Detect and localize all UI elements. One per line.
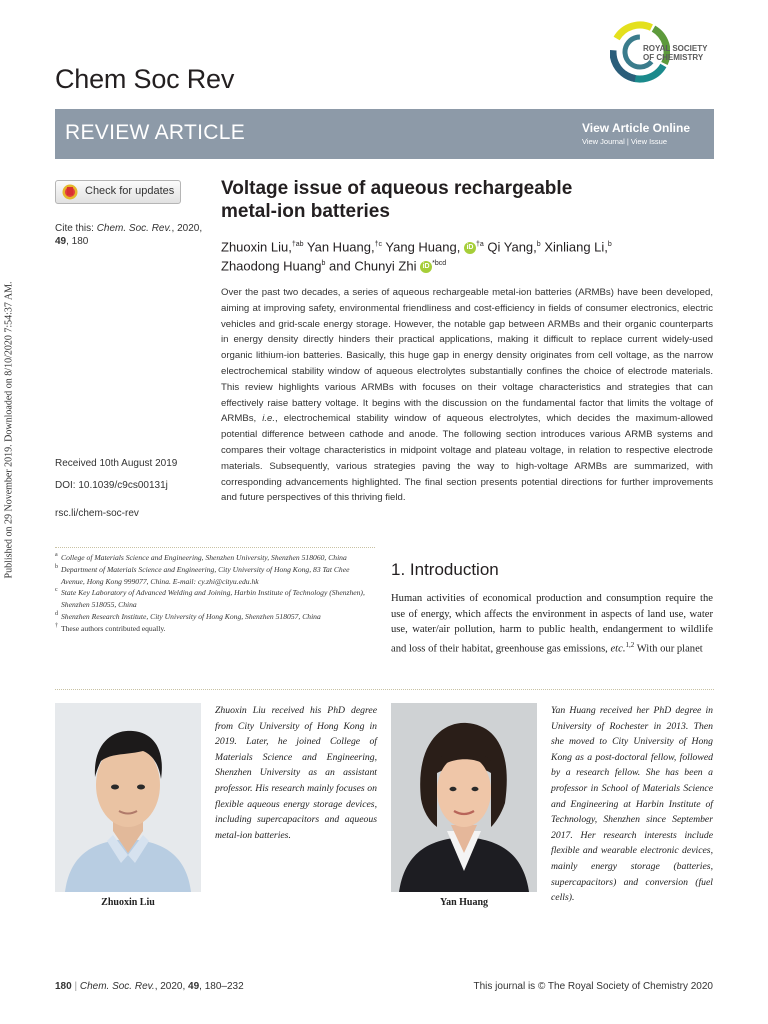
affil-sup: c (55, 587, 58, 594)
affil-sup: d (55, 610, 58, 617)
introduction-text (391, 591, 713, 657)
abstract-text-b: , electrochemical stability window of aqueous electrolytes, which decides the maximum-allowed potential difference between cathode and anode. The following section introduces various ARMB systems and compares their voltage characteristics in midpoint voltage and plateau voltage, in relation to respective electrode materials. Subsequently, various strategies paving the way to high-voltage ARMBs are summarized, with corresponding advancements highlighted. The final section presents potential directions for further improvements and future perspectives of this thriving field. (221, 413, 713, 504)
article-title-line2: metal-ion batteries (221, 201, 390, 222)
article-type: REVIEW ARTICLE (65, 121, 246, 144)
section-heading: 1. Introduction (391, 560, 499, 579)
author-photo-zhuoxin-liu (55, 703, 201, 892)
article-title (221, 177, 641, 223)
affil-sup: b (55, 563, 58, 570)
divider (55, 689, 714, 690)
orcid-icon[interactable]: iD (464, 242, 476, 254)
bio-yan-huang: Yan Huang received her PhD degree in University of Rochester in 2013. Then she moved to City University of Hong Kong as a post-doctoral fellow, followed by a research fellow. She has been a professor in School of Materials Science and Engineering at Harbin Institute of Technology, Shenzhen since September 2017. Her research interests include flexible and wearable electronic devices, mainly energy storage (batteries, supercapacitors) and conversion (fuel cells). (551, 705, 713, 904)
crossmark-icon (62, 184, 78, 200)
cite-pages: , 180 (66, 236, 89, 247)
reference-link[interactable]: 1,2 (625, 641, 635, 650)
portrait-illustration (55, 703, 201, 892)
intro-etc: etc. (610, 643, 626, 655)
abstract-ie: i.e. (262, 413, 276, 425)
affil-sup: † (55, 622, 58, 629)
cite-journal: Chem. Soc. Rev. (96, 223, 172, 234)
intro-text-b: With our planet (634, 643, 703, 655)
view-journal-link[interactable]: View Journal (581, 137, 625, 146)
affiliations (55, 552, 375, 635)
author-affil-sup: b (536, 241, 541, 248)
intro-text-a: Human activities of economical production and consumption require the use of energy, which affects the environment in aspects of land use, water use, water/air pollution, harm to public health, endangerment to wildlife and loss of their habitat, greenhouse gas emissions, (391, 593, 713, 655)
author[interactable]: Qi Yang, (487, 239, 537, 255)
affil-text: These authors contributed equally. (61, 623, 166, 633)
author-affil-sup: *bcd (432, 260, 447, 268)
author[interactable]: and Chunyi Zhi (329, 258, 417, 274)
author[interactable]: Yan Huang, (306, 239, 375, 255)
footer-range: , 180–232 (199, 981, 244, 992)
article-type-banner (55, 109, 714, 159)
footer-year: , 2020, (154, 981, 189, 992)
citation (55, 222, 205, 248)
author[interactable]: Yang Huang, (385, 239, 461, 255)
portrait-illustration (391, 703, 537, 892)
author-affil-sup: †a (475, 241, 484, 248)
journal-url[interactable]: rsc.li/chem-soc-rev (55, 508, 139, 519)
sidebar-text: Published on 29 November 2019. Downloaded on 8/10/2020 7:54:37 AM. (3, 281, 15, 579)
affil-text: State Key Laboratory of Advanced Welding and Joining, Harbin Institute of Technology (Shenzhen), Shenzhen 518055, China (61, 588, 365, 610)
affiliation-item (55, 623, 375, 635)
affil-text: College of Materials Science and Engineering, Shenzhen University, Shenzhen 518060, China (61, 553, 347, 562)
check-for-updates-label: Check for updates (85, 185, 175, 197)
footer-sep: | (71, 981, 80, 992)
copyright: This journal is © The Royal Society of Chemistry 2020 (473, 981, 713, 992)
cite-prefix: Cite this: (55, 223, 97, 234)
footer-journal: Chem. Soc. Rev. (79, 981, 155, 992)
check-for-updates-button[interactable] (55, 180, 181, 204)
article-title-line1: Voltage issue of aqueous rechargeable (221, 178, 573, 199)
cite-volume: 49 (55, 236, 67, 247)
author-affil-sup: b (607, 241, 612, 248)
divider (55, 547, 375, 548)
affil-text: Department of Materials Science and Engineering, City University of Hong Kong, 83 Tat Chee Avenue, Hong Kong 999077, China. E-mail: cy.zhi@cityu.edu.hk (61, 564, 350, 586)
author[interactable]: Zhaodong Huang (221, 258, 322, 274)
page-number: 180 (55, 981, 72, 992)
cite-year: , 2020, (171, 223, 203, 234)
view-issue-link[interactable]: View Issue (630, 137, 668, 146)
photo-caption: Yan Huang (439, 897, 489, 908)
orcid-icon[interactable]: iD (420, 261, 432, 273)
view-article-online-link[interactable]: View Article Online (581, 121, 690, 135)
affiliation-item (55, 587, 375, 611)
author-affil-sup: †ab (291, 241, 304, 248)
affiliation-item (55, 611, 375, 623)
author-list (221, 236, 711, 275)
abstract-text-a: Over the past two decades, a series of aqueous rechargeable metal-ion batteries (ARMBs) have been developed, aiming at improving safety, environmental friendliness and cost-efficiency in fields of consumer electronics, electric vehicles and grid-scale energy storage. However, the notable gap between ARMBs and their organic counterparts in energy density directly hinders their practical applications, making it difficult to replace current widely-used organic lithium-ion batteries. Basically, this huge gap in energy density originates from cell voltage, as the narrow electrochemical stability window of aqueous electrolytes substantially confines the choice of electrode materials. This review highlights various ARMBs with focuses on their voltage characteristics and strategies that can effectively raise battery voltage. It begins with the discussion on the fundamental factor that limits the voltage of ARMBs, (221, 287, 713, 425)
received-date: Received 10th August 2019 (55, 458, 178, 469)
affiliation-item (55, 564, 375, 588)
footer-volume: 49 (188, 981, 200, 992)
author-affil-sup: †c (374, 241, 383, 248)
affil-text: Shenzhen Research Institute, City University of Hong Kong, Shenzhen 518057, China (61, 611, 321, 621)
author-photo-yan-huang (391, 703, 537, 892)
author-affil-sup: b (321, 260, 326, 268)
author[interactable]: Zhuoxin Liu, (221, 239, 292, 255)
abstract (221, 285, 713, 506)
doi[interactable]: DOI: 10.1039/c9cs00131j (55, 480, 168, 491)
affil-sup: a (55, 552, 58, 558)
bio-zhuoxin-liu: Zhuoxin Liu received his PhD degree from City University of Hong Kong in 2019. Later, he joined College of Materials Science and Engineering, Shenzhen University as an assistant professor. His research mainly focuses on flexible aqueous energy storage devices, including supercapacitors and aqueous metal-ion batteries. (215, 705, 377, 841)
logo-line1: ROYAL SOCIETY (643, 44, 708, 53)
journal-name: Chem Soc Rev (55, 64, 235, 94)
rsc-logo[interactable] (610, 20, 720, 84)
photo-caption: Zhuoxin Liu (101, 897, 155, 908)
logo-line2: OF CHEMISTRY (643, 53, 704, 62)
link-separator: | (624, 137, 631, 146)
footer-citation (55, 981, 244, 992)
download-sidebar-note (2, 270, 16, 590)
affiliation-item (55, 552, 375, 564)
author[interactable]: Xinliang Li, (544, 239, 608, 255)
